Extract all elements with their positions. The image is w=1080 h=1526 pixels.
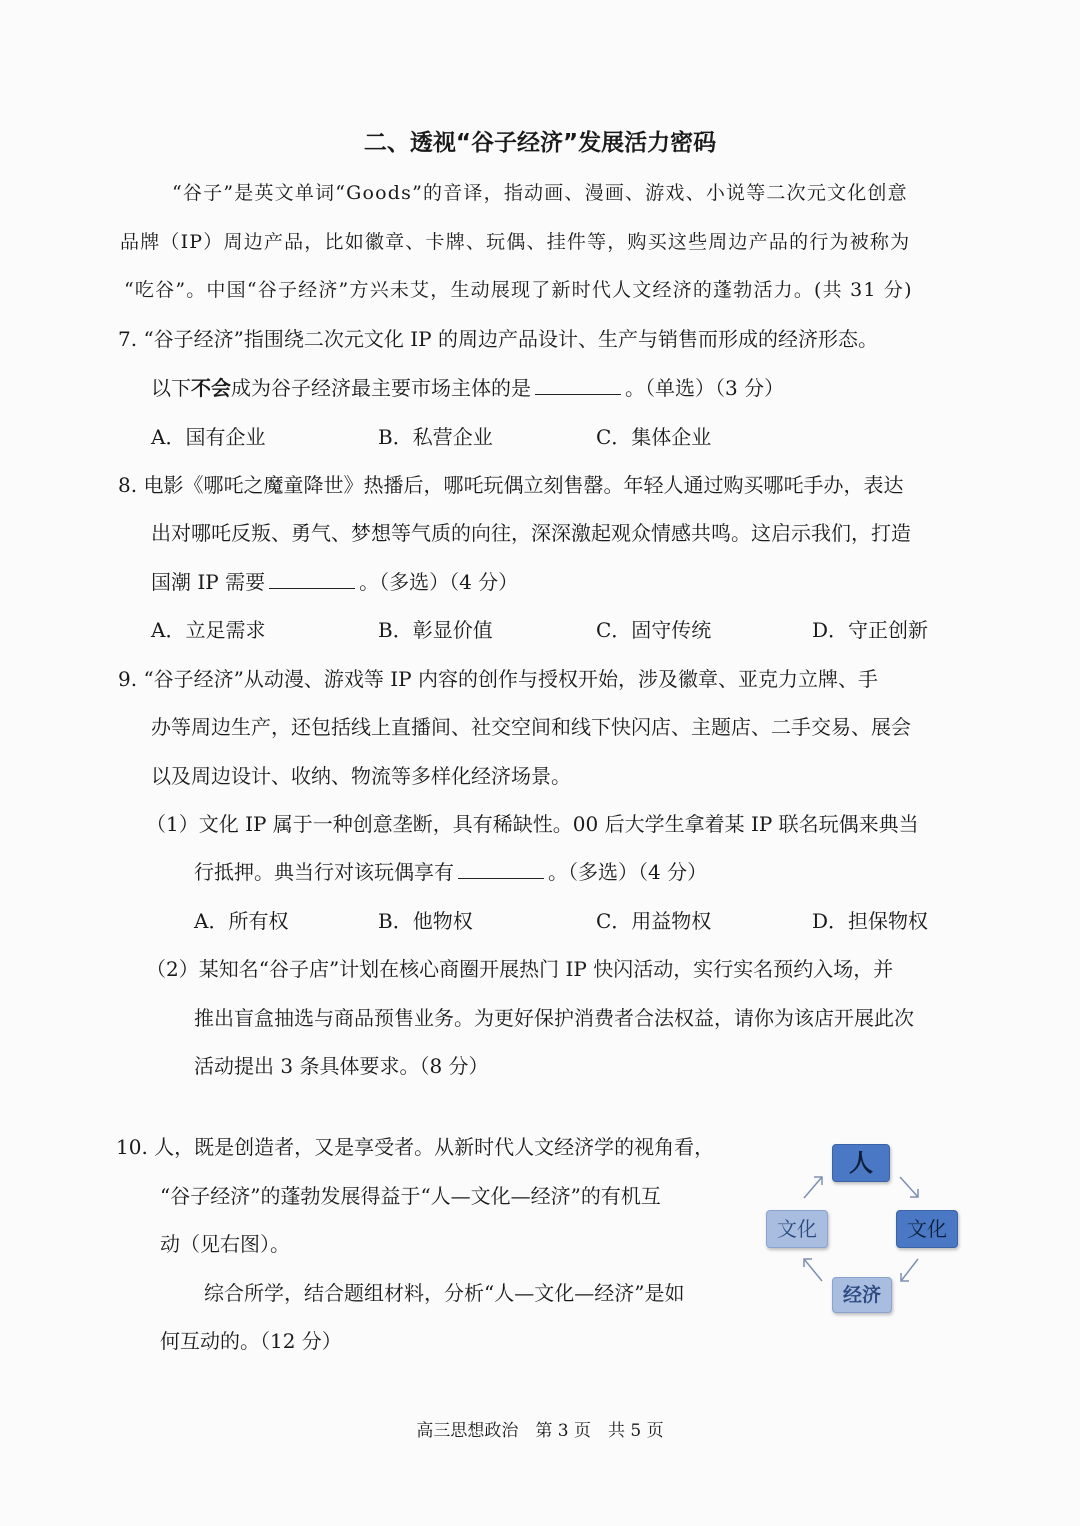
q9-line-1: 9. “谷子经济”从动漫、游戏等 IP 内容的创作与授权开始，涉及徽章、亚克力立牌、手	[118, 667, 878, 691]
q9-line-2: 办等周边生产，还包括线上直播间、社交空间和线下快闪店、主题店、二手交易、展会	[151, 715, 911, 739]
q9-sub1-option-a: A．所有权	[194, 909, 289, 933]
q9-sub1-option-c: C．用益物权	[596, 909, 712, 933]
interaction-diagram	[760, 1135, 970, 1325]
arrow-left-to-top-icon	[804, 1177, 822, 1198]
q7-text-post: 。（单选）（3 分）	[625, 376, 785, 400]
q7-text-pre: 以下	[151, 376, 191, 400]
arrow-top-to-right-icon	[900, 1177, 918, 1197]
q10-line-2: “谷子经济”的蓬勃发展得益于“人—文化—经济”的有机互	[160, 1184, 661, 1208]
q7-option-a: A．国有企业	[151, 425, 266, 449]
intro-line-1: “谷子”是英文单词“Goods”的音译，指动画、漫画、游戏、小说等二次元文化创意	[172, 182, 908, 204]
q7-answer-blank[interactable]	[535, 376, 621, 395]
page-footer: 高三思想政治 第 3 页 共 5 页	[416, 1421, 664, 1441]
q7-line-2	[151, 372, 784, 401]
q7-option-b: B．私营企业	[378, 425, 493, 449]
q9-sub2-line-2: 推出盲盒抽选与商品预售业务。为更好保护消费者合法权益，请你为该店开展此次	[194, 1006, 914, 1030]
q9-sub1-line-1: （1）文化 IP 属于一种创意垄断，具有稀缺性。00 后大学生拿着某 IP 联名玩偶来典当	[146, 812, 919, 836]
q9-sub1-option-d: D．担保物权	[812, 909, 929, 933]
q9-sub2-line-1: （2）某知名“谷子店”计划在核心商圈开展热门 IP 快闪活动，实行实名预约入场，并	[146, 957, 894, 981]
q7-line-1: 7. “谷子经济”指围绕二次元文化 IP 的周边产品设计、生产与销售而形成的经济形态。	[118, 327, 878, 351]
diagram-node-person: 人	[832, 1144, 890, 1182]
q9-sub1-text-post: 。（多选）（4 分）	[548, 860, 708, 884]
q8-option-c: C．固守传统	[596, 618, 712, 642]
q10-line-4: 综合所学，结合题组材料，分析“人—文化—经济”是如	[204, 1281, 685, 1305]
q9-sub1-line-2	[194, 856, 707, 885]
q8-option-d: D．守正创新	[812, 618, 929, 642]
q8-text-pre: 国潮 IP 需要	[151, 570, 266, 594]
q7-emphasis: 不会	[191, 376, 231, 400]
q8-answer-blank[interactable]	[269, 570, 355, 589]
q10-line-5: 何互动的。（12 分）	[160, 1329, 342, 1353]
diagram-node-culture-left: 文化	[766, 1210, 828, 1248]
intro-line-3: “吃谷”。中国“谷子经济”方兴未艾，生动展现了新时代人文经济的蓬勃活力。(共 31 分)	[124, 279, 913, 301]
q10-line-3: 动（见右图）。	[160, 1232, 290, 1256]
q8-line-1: 8. 电影《哪吒之魔童降世》热播后，哪吒玩偶立刻售罄。年轻人通过购买哪吒手办，表达	[118, 473, 904, 497]
intro-line-2: 品牌（IP）周边产品，比如徽章、卡牌、玩偶、挂件等，购买这些周边产品的行为被称为	[120, 231, 911, 253]
q8-text-post: 。（多选）（4 分）	[359, 570, 519, 594]
q7-text-mid: 成为谷子经济最主要市场主体的是	[231, 376, 531, 400]
q8-line-3	[151, 566, 518, 595]
diagram-node-culture-right: 文化	[896, 1210, 958, 1248]
section-title: 二、透视“谷子经济”发展活力密码	[363, 130, 717, 156]
q9-sub1-text-pre: 行抵押。典当行对该玩偶享有	[194, 860, 454, 884]
q9-sub1-option-b: B．他物权	[378, 909, 473, 933]
q7-option-c: C．集体企业	[596, 425, 712, 449]
q8-option-b: B．彰显价值	[378, 618, 493, 642]
q9-sub2-line-3: 活动提出 3 条具体要求。（8 分）	[194, 1054, 489, 1078]
q9-line-3: 以及周边设计、收纳、物流等多样化经济场景。	[151, 764, 571, 788]
arrow-right-to-bottom-icon	[901, 1259, 918, 1281]
q8-line-2: 出对哪吒反叛、勇气、梦想等气质的向往，深深激起观众情感共鸣。这启示我们，打造	[151, 521, 911, 545]
q10-line-1: 10. 人，既是创造者，又是享受者。从新时代人文经济学的视角看，	[116, 1135, 715, 1159]
diagram-node-economy: 经济	[832, 1277, 892, 1313]
arrow-bottom-to-left-icon	[804, 1259, 822, 1281]
diagram-arrows	[760, 1135, 970, 1325]
q8-option-a: A．立足需求	[151, 618, 266, 642]
q9-sub1-answer-blank[interactable]	[458, 860, 544, 879]
